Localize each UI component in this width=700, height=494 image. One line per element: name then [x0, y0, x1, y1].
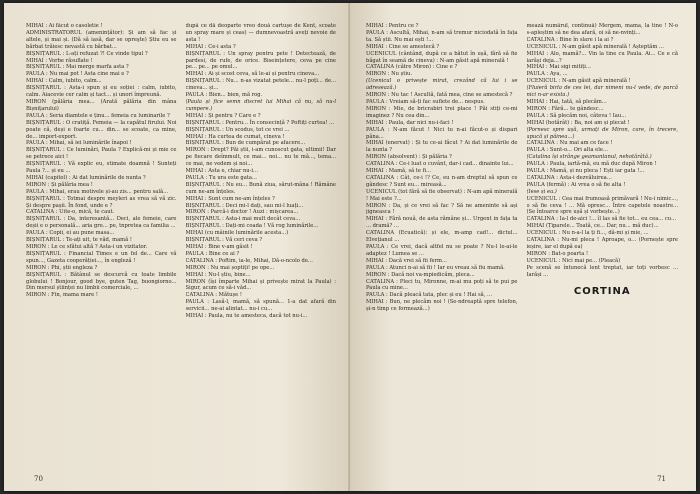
script-paragraph: PAULA : Tu ura este gata... — [185, 174, 257, 181]
script-paragraph: MIRON : Nu știu. — [366, 71, 413, 78]
script-paragraph: PAULA : Vreiam să-ți fac suflete de... nespus. — [366, 98, 485, 105]
script-paragraph: CATALINA : Ia-l de-aici !... îl las să fie tot... eu cea... cu... — [526, 216, 677, 223]
script-paragraph: MIHAI : Bun, ne plecăm noi ! (Se-ndreaptă spre telefon, și-n timp ce formează...) — [366, 299, 518, 313]
script-paragraph: (Pornesc spre ușă, urmați de Miron, care, în trecere, apucă și pâinea...) — [526, 126, 678, 140]
script-paragraph: UCENICUL (tot fără să fie observat) : N-am apă minerală ! Mai este ?... — [366, 188, 518, 202]
right-columns — [366, 23, 678, 465]
script-paragraph: MIHAI (Țiparele... Toată, ce... Dar, nu... mă duc)... — [526, 223, 659, 230]
script-paragraph: BIȘNIȚARUL : Te-ați uit, te văd, mamă ! — [26, 237, 132, 244]
script-paragraph: MIHAI : Vorbe răsuflate ! — [26, 57, 93, 64]
left-page — [4, 3, 350, 491]
right-column-2 — [527, 23, 679, 465]
script-paragraph: MIHAI : Și pentru ? Care e ? — [185, 112, 261, 119]
script-paragraph: MIRON : Fără... te gândesc... — [526, 105, 604, 112]
script-paragraph: UCENICUL (cântând, după ce a bătut în ușă, fără să fie băgat în seamă de cineva) : N-am găsit apă minerală ! — [366, 50, 518, 64]
page-number-left: 70 — [34, 475, 43, 483]
script-paragraph: MIHAI : Ai și scost ceva, să le-ai și pentru cineva... — [185, 71, 320, 78]
script-paragraph: BIȘNIȚARUL : Bătânul se descurcă cu toate limbile globului ! Bonjour, good bye, guten Tag, buongiorno... Din mersul științei nu limbii comerciale, ... — [26, 271, 177, 292]
script-paragraph: PAULA : N-am făcut ! Nici tu n-ai făcut-o și dispari pâna... — [366, 126, 518, 140]
script-paragraph: PAULA (fermă) : Ai vrea o să fie alta ! — [526, 181, 626, 188]
script-paragraph: MIRON : Fin, mama mare ! — [26, 292, 98, 299]
script-paragraph: mează numărul, continuă) Mergem, mama, la tine ! N-o s-apleștim să ne dea afară, oi să ne-nvinți... — [526, 23, 678, 36]
script-paragraph: (Paula și fice semn discret lui Mihai că nu, să nu-l cumpere.) — [185, 98, 336, 112]
script-paragraph: PAULA : Aya, ... — [526, 71, 568, 78]
script-paragraph: MIRON : Parcă-i doctor ! Auzi : mișcarea... — [185, 209, 299, 216]
script-paragraph: MIHAI : Ai făcut o casoletie ! — [26, 23, 103, 29]
script-paragraph: BIȘNIȚARUL : Vă ceri ceva ? — [185, 237, 263, 244]
script-paragraph: MIHAI : Asta e, chiar nu-i... — [185, 168, 258, 175]
script-paragraph: (Ucenicul o privește mirat, crezând că lui i se adresează.) — [366, 78, 518, 92]
script-paragraph: BIȘNIȚARUL : Nu... n-as vizatat petele... nu-l poți... de... cineva... și... — [185, 78, 336, 92]
script-paragraph: după ce dă deoparte vreo două cartușe de Kent, scoate un spray mare și ceas) — dumnevoastră aveți nevoie de asta ! — [185, 23, 336, 43]
script-paragraph: MIHAI : Bine v-am găsit ! — [185, 244, 253, 250]
script-paragraph: Pe scenă se întunecă lent treptat, iar toți vorbesc ... Iarăși ... — [526, 264, 678, 278]
script-paragraph: MIRON : Da, și ce vrei să fac ? Să ne ameninte să ași jigneasca ! — [366, 202, 518, 216]
script-paragraph: UCENICUL : Nici mai pe... (Pleacă) — [526, 257, 621, 264]
script-paragraph: PAULA : Ce vrei, dacă altfel nu se poate ? Nu-l le-ai-le adaptez ! Lumea se ... — [366, 244, 518, 257]
right-column-2-lines — [527, 23, 679, 279]
script-paragraph: BIȘNIȚARUL : Nu eu... Bună ziua, sărut-mâna ! Rămâne cum ne-am înțeles. — [185, 181, 336, 195]
script-paragraph: PAULA : Dacă pleacă tata, plec și eu ! Hai să, ... — [366, 292, 493, 299]
script-paragraph: BIȘNIȚARUL : Mai merge marfa asta ? — [26, 64, 129, 71]
script-paragraph: PAULA : Bine ce ai ? — [185, 250, 240, 257]
script-paragraph: MIHAI : Paula, nu te amesteca, dacă tot nu-i... — [185, 313, 308, 320]
script-paragraph: BIȘNIȚARUL : Pentru... În consecință ? Poftiți curtea! ... — [185, 119, 335, 126]
script-paragraph: MIRON : Nu mai șoptiți! pe ope... — [185, 264, 275, 271]
script-paragraph: MIRON : Bat-o poarta ! — [526, 250, 589, 257]
right-page — [350, 3, 696, 491]
script-paragraph: CATALINA : Nu-mi pleca ! Aproape, o... (Pornește spre ieșire, iar el după ea) — [526, 237, 678, 250]
script-paragraph: CATALINA (Ecuatică): și ele, m-amp cad!... dictul... Elvețianul ... — [366, 230, 518, 244]
script-paragraph: BIȘNIȚARUL : Vă explic eu, stimate doamnă ! Sunteți Paula ?... și eu ... — [26, 161, 177, 175]
script-paragraph: MIHAI (enervat) : Și tu ce-ai făcut ? Ai dat luminările de la nunta ? — [366, 140, 518, 154]
script-paragraph: MIHAI (cu mâinile luminările acesta...) — [185, 230, 289, 237]
book-spread — [4, 3, 696, 491]
script-paragraph: PAULA : Mamă, și nu pleca ! Ești iar gata !... — [526, 168, 645, 175]
script-paragraph: PAULA : Lasă-l, mamă, să spună... 1-a dat afară din servicii... ne-ai alintat... nu-i cu... — [185, 299, 336, 313]
script-paragraph: CATALINA : Nu mai am ce face ! — [526, 140, 613, 147]
script-paragraph: PAULA : Bien... bien, mă rog. — [185, 92, 263, 99]
script-paragraph: MIHAI : Cine se amestecă ? — [366, 43, 440, 50]
script-paragraph: CATALINA : Poftim, ia-le, Mihai, Dă-o-ncolo de... — [185, 257, 313, 264]
script-paragraph: MIHAI : Mamă, să te fi... — [366, 168, 432, 175]
script-paragraph: BIȘNIȚARUL : Un spray pentru pete ! Detectează, de pardesi, de rufe, de orice. Biseințetere, ceva pe cine pe... pe... pe omul... — [185, 50, 336, 71]
script-paragraph: MIHAI : Fără nouă, de asta rămâne și... Urgent in fața ta ... dramă? ... — [366, 216, 518, 230]
script-paragraph: PAULA : Să plecăm noi, câteva ! Iau... — [526, 112, 627, 119]
script-paragraph: MIHAI : Alo, mamă?... Vin la tine cu Paula. Ai... Ce e că iarăși deja...? — [526, 50, 678, 64]
script-paragraph: CATALINA : Cât, ce-i !? Ce, eu n-am dreptul să spun ce gândesc ? Sunt eu... mireasă... — [366, 174, 518, 188]
left-column-1 — [26, 23, 177, 465]
script-paragraph: MIHAI : Ha curtea de cumat, cineva ! — [185, 133, 285, 140]
script-paragraph: BIȘNIȚARUL : Financial Times e un fel de... Care vă spun..., Gazeta cooperăției..., în engleză ! — [26, 250, 177, 264]
script-paragraph: CATALINA : Ce-i luat o cuvânt, dar-i cad... dinainte lui... — [366, 161, 514, 168]
script-paragraph: PAULA : Sunt-o... Ori alta ele... — [526, 147, 608, 154]
script-paragraph: BIȘNIȚARUL : Asta-i mai mult decât ceva... — [185, 216, 301, 223]
page-number-right: 71 — [657, 475, 666, 483]
script-paragraph: MIHAI (hotărât) : Ba, noi am și plecat ! — [526, 119, 630, 126]
script-paragraph: PAULA : Mihai, să iei luminările înapoi ! — [26, 140, 132, 147]
script-paragraph: PAULA : Copii, ei au pune masa... — [26, 230, 115, 237]
script-paragraph: PAULA : Nu mai pot ! Asta cine mai e ? — [26, 71, 129, 78]
script-paragraph: BIȘNIȚARUL : Dați-mi coada ! Vă rog luminările... — [185, 223, 319, 230]
script-paragraph: (Iese și ea.) — [526, 188, 557, 195]
script-paragraph: PAULA : Seria diamtele e ținu... femeia cu luminarile ? — [26, 112, 170, 119]
script-paragraph: MIHAI : Dacă vrei să fii ferm... — [366, 257, 447, 264]
script-paragraph: PAULA : Paula, iartă-mă, eu mă duc după Miron ! — [526, 161, 657, 168]
script-paragraph: MIRON (pălăria mea... (Arată pălăria din mâna Bișnițarului) — [26, 98, 177, 112]
script-paragraph: BIȘNIȚARUL : Da, interesantă... Deci, ale femeie, care deșii e o personală... aria gre... pe, tnpretea ca familia ... — [26, 216, 177, 230]
script-paragraph: PAULA : Mihai, erau motivele și-au zis... pentru sală... — [26, 188, 169, 195]
script-paragraph: CATALINA (către Miron) : Cine e ? — [366, 64, 458, 71]
script-paragraph: MIRON : Drept? Păi știi, i-am cunoscut gata, ultimii! Dar pe fiecare deîmmult, ce mai... noi... nu te mă..., tema... ce mai, ne vedem și noi... — [185, 147, 336, 168]
script-paragraph: MIHAI : Ce-i asta ? — [185, 43, 236, 50]
script-paragraph: MIRON : Și pălăria mea ! — [26, 181, 93, 188]
script-paragraph: UCENICUL : Cea mai frumoasă primăvară ! Nu-i nimic..., o să fie ceva ! ... Mă opresc... Între capetele noastre... (Se întoarce spre ușă și vorbește...) — [526, 195, 678, 216]
script-paragraph: MIRON : Mie, de bricrabiri trei place ! Păi stiți ce-mi imaginez ? Nu cea din... — [366, 105, 518, 119]
script-paragraph: BIȘNIȚARUL : Deci mi-l dați, sau mi-l luați... — [185, 202, 304, 209]
left-columns — [26, 23, 336, 465]
script-paragraph: BIȘNIȚARUL : L-ați refuzat ?! Ce vinde tipul ? — [26, 50, 148, 57]
script-paragraph: MIRON : Le ce sfătui altă ? Asta-i un vizitator. — [26, 244, 148, 250]
end-mark-cortina: CORTINA — [573, 285, 631, 297]
script-paragraph: MIRON : Phi, știi engleza ? — [26, 264, 98, 271]
left-column-2 — [186, 23, 337, 465]
script-paragraph: UCENICUL : N-am găsit apă minerală ! Așteptăm ... — [526, 43, 664, 50]
script-paragraph: UCENICUL : Nu n-a-l la ți fi..., dă-mi și mie, ... — [526, 230, 649, 237]
script-paragraph: MIHAI : Nu-l știu, bine... — [185, 271, 251, 278]
script-paragraph: CATALINA : Asta-i dezvăluirea... — [526, 174, 612, 181]
script-paragraph: MIRON : Nu tac ! Ascultă, fată mea, cine se amestecă ? — [366, 92, 513, 99]
script-paragraph: CATALINA : Bine în slare i la ai ? — [526, 36, 614, 43]
script-paragraph: BIȘNIȚARUL : Totmai despre meyleri as vrea să vă zic. Și despre pașii. În fond, unde e ? — [26, 195, 177, 209]
script-paragraph: (Catalina își strânge geamantanul, nehotărâtă.) — [526, 154, 652, 161]
script-paragraph: MIRON (își împarte Mihai și privește mirat la Paula) : Sigur, acum ce să-i văd... — [185, 278, 336, 292]
right-column-1 — [366, 23, 518, 465]
script-paragraph: BIȘNIȚARUL : Ce luminări, Paula ? Explică-mi și mie ce se petrece aici ! — [26, 147, 177, 161]
script-paragraph: CATALINA : Mătușe ! — [185, 292, 242, 299]
script-paragraph: MIRON : Dacă noi va-mpiedicăm, pleca... — [366, 271, 475, 278]
script-paragraph: MIHAI : Pentru ce ? — [366, 23, 419, 29]
script-paragraph: UCENICUL : N-am găsit apă minerală ! — [526, 78, 631, 85]
script-paragraph: BIȘNIȚARUL : Asta-i spun și eu soției : calm, iubito, calm. Aiacevie cer calm și tact... și unori împreună. — [26, 85, 177, 99]
script-paragraph: MIHAI (capitol) : Ai dat luminările de nunta ? — [26, 174, 146, 181]
script-paragraph: MIHAI : Paula, dar nici nu-i-faci ! — [366, 119, 454, 126]
script-paragraph: MIHAI : Calm, iubito, calm... — [26, 78, 102, 85]
script-paragraph: ADMINISTRATORUL (amenințător): Și am să fac și altele, și mai și. (Dă să iasă, dar se opreşte) Știu eu se bărbat trăiesc nevastă cu bărbat... — [26, 29, 177, 50]
script-paragraph: CATALINA : Pleci tu, Mironne, m-ai mu poți să te pui pe Paula cu mine... — [366, 278, 518, 292]
script-paragraph: BIȘNIȚARUL : O cratiță. Femeia — la capătul firului. Noi poate că, deși e foarte cu... din... se scoate, ca mine, de... import-export. — [26, 119, 177, 140]
script-paragraph: MIHAI : Hai, tată, să plecăm... — [526, 98, 607, 105]
script-paragraph: CATALINA : Uite-o, mică, te caut. — [26, 209, 115, 216]
script-paragraph: MIRON (absolvent) : Și pălăria ? — [366, 154, 452, 161]
script-paragraph: PAULA : Ascultă, Mihai, n-am să tremur niciodată în fața ta. Să știi. Nu mai ești !... — [366, 29, 518, 43]
script-paragraph: BIȘNIȚARUL : Un scodus, tot ce vrei ... — [185, 126, 290, 133]
script-paragraph: (Fluieră birla de ces lei, dar nimeni nu-l vede, de parcă nici n-ar exista.) — [526, 85, 678, 99]
script-paragraph: BIȘNIȚARUL : Bun de cumpărat pe afacere... — [185, 140, 306, 147]
script-paragraph: MIHAI : Mai sigi mitiți... — [526, 64, 591, 71]
script-paragraph: MIHAI : Sunt cum ne-am înțeles ? — [185, 195, 275, 202]
script-paragraph: PAULA : Atunci n-ai să fii ! Iar eu vreau să fiu mamă. — [366, 264, 505, 271]
